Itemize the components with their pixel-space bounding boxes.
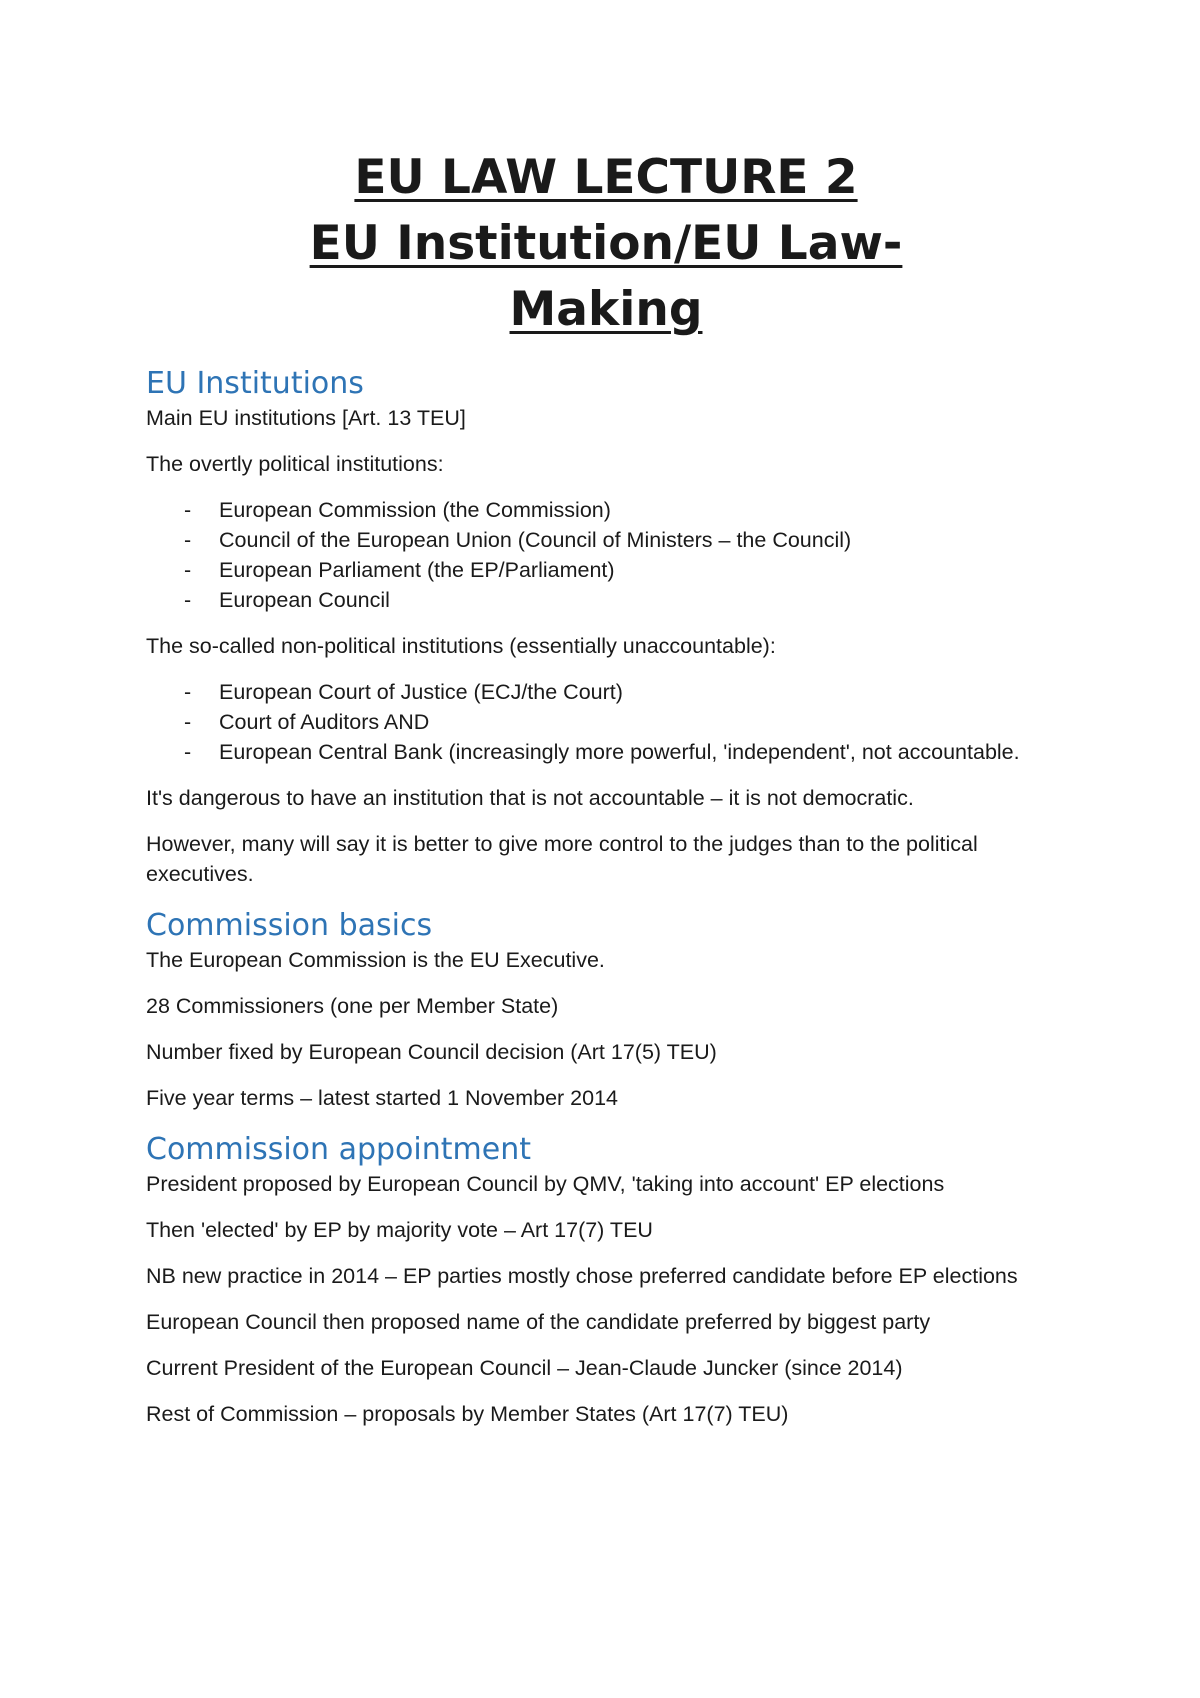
paragraph-danger: It's dangerous to have an institution that is not accountable – it is not democratic. bbox=[146, 786, 914, 810]
dash-marker: - bbox=[184, 558, 192, 582]
political-institutions-list bbox=[146, 495, 1066, 615]
paragraph-basics-3: Number fixed by European Council decision (Art 17(5) TEU) bbox=[146, 1040, 717, 1064]
document-page bbox=[146, 145, 1066, 1445]
paragraph-appointment-1: President proposed by European Council by QMV, 'taking into account' EP elections bbox=[146, 1172, 945, 1196]
list-item: - Council of the European Union (Council of Ministers – the Council) bbox=[146, 525, 1066, 555]
paragraph-main-institutions: Main EU institutions [Art. 13 TEU] bbox=[146, 406, 466, 430]
paragraph-however: However, many will say it is better to give more control to the judges than to the political executives. bbox=[146, 832, 978, 886]
list-item: - European Council bbox=[146, 585, 1066, 615]
dash-marker: - bbox=[184, 740, 192, 764]
document-title bbox=[146, 145, 1066, 343]
paragraph-basics-2: 28 Commissioners (one per Member State) bbox=[146, 994, 559, 1018]
dash-marker: - bbox=[184, 710, 192, 734]
paragraph-appointment-4: European Council then proposed name of the candidate preferred by biggest party bbox=[146, 1310, 931, 1334]
list-item: - European Court of Justice (ECJ/the Court) bbox=[146, 677, 1066, 707]
paragraph-political-label: The overtly political institutions: bbox=[146, 452, 444, 476]
paragraph-appointment-5: Current President of the European Council – Jean-Claude Juncker (since 2014) bbox=[146, 1356, 903, 1380]
list-item: - European Parliament (the EP/Parliament) bbox=[146, 555, 1066, 585]
paragraph-appointment-2: Then 'elected' by EP by majority vote – Art 17(7) TEU bbox=[146, 1218, 653, 1242]
title-line-1: EU LAW LECTURE 2 bbox=[354, 150, 858, 205]
dash-marker: - bbox=[184, 498, 192, 522]
paragraph-basics-4: Five year terms – latest started 1 November 2014 bbox=[146, 1086, 619, 1110]
list-item: - Court of Auditors AND bbox=[146, 707, 1066, 737]
paragraph-appointment-3: NB new practice in 2014 – EP parties mostly chose preferred candidate before EP elections bbox=[146, 1264, 1018, 1288]
heading-commission-appointment: Commission appointment bbox=[146, 1132, 531, 1167]
paragraph-nonpolitical-label: The so-called non-political institutions (essentially unaccountable): bbox=[146, 634, 776, 658]
dash-marker: - bbox=[184, 528, 192, 552]
list-item: - European Commission (the Commission) bbox=[146, 495, 1066, 525]
heading-eu-institutions: EU Institutions bbox=[146, 366, 364, 401]
title-line-2: EU Institution/EU Law- bbox=[309, 216, 903, 271]
heading-commission-basics: Commission basics bbox=[146, 908, 433, 943]
nonpolitical-institutions-list bbox=[146, 677, 1066, 767]
dash-marker: - bbox=[184, 680, 192, 704]
title-line-3: Making bbox=[509, 282, 703, 337]
paragraph-basics-1: The European Commission is the EU Executive. bbox=[146, 948, 605, 972]
paragraph-appointment-6: Rest of Commission – proposals by Member States (Art 17(7) TEU) bbox=[146, 1402, 789, 1426]
dash-marker: - bbox=[184, 588, 192, 612]
list-item: - European Central Bank (increasingly more powerful, 'independent', not accountable. bbox=[146, 737, 1066, 767]
